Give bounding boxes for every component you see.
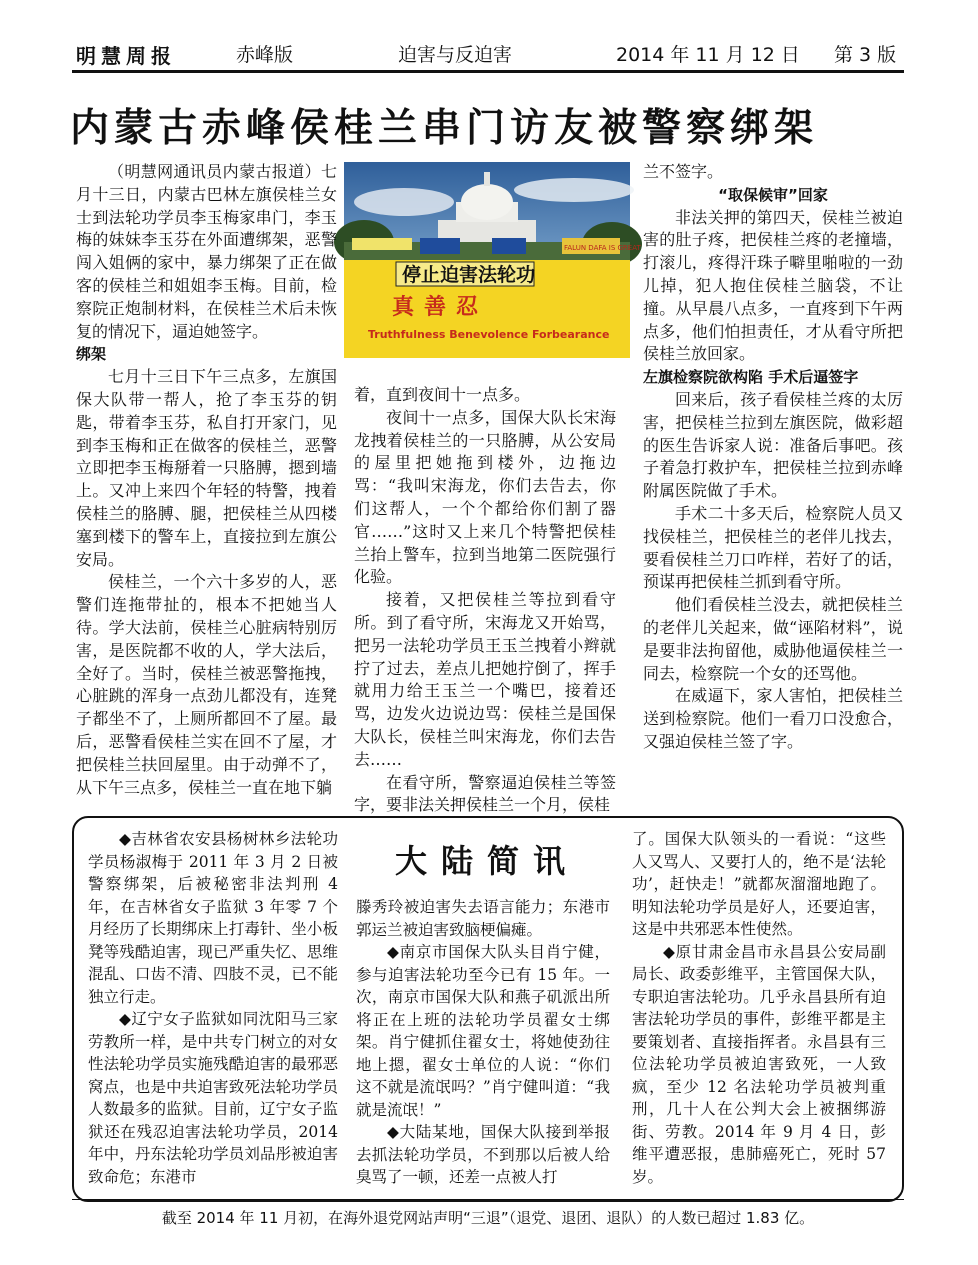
masthead: 明慧周报 <box>76 44 176 68</box>
brief-item: ◆大陆某地，国保大队接到举报去抓法轮功学员，不到那以后被人给臭骂了一顿，还差一点被人打 <box>356 1123 610 1186</box>
article-paragraph: 兰不签字。 <box>643 162 724 181</box>
photo-banner-text: 停止迫害法轮功 <box>402 264 536 286</box>
section-label: 迫害与反迫害 <box>398 44 513 66</box>
protest-photo-svg <box>344 162 641 358</box>
header-rule <box>72 70 904 73</box>
article-paragraph: 着，直到夜间十一点多。 <box>354 385 531 404</box>
page-number: 第 3 版 <box>834 44 897 66</box>
photo-banner-english: Truthfulness Benevolence Forbearance <box>368 328 610 341</box>
subheading-bail: “取保候审”回家 <box>718 185 828 204</box>
brief-item: ◆原甘肃金昌市永昌县公安局副局长、政委彭维平，主管国保大队，专职迫害法轮功。几乎永昌县所有迫害法轮功学员的事件，彭维平都是主要策划者、直接指挥者。永昌县有三位法轮功学员被迫害致死，一人致疯，至少 12 名法轮功学员被判重刑，几十人在公判大会上被捆绑游街、劳教。2014 年 9 月 4 日，彭维平遭恶报，患肺癌死亡，死时 57 岁。 <box>632 942 886 1186</box>
brief-item: 了。国保大队领头的一看说：“这些人又骂人、又要打人的，绝不是‘法轮功’，赶快走！”就都灰溜溜地跑了。明知法轮功学员是好人，还要迫害，这是中共邪恶本性使然。 <box>632 830 886 938</box>
article-column-3 <box>643 161 903 801</box>
article-paragraph: 非法关押的第四天，侯桂兰被迫害的肚子疼，把侯桂兰疼的老撞墙，打滚儿，疼得汗珠子噼里啪啦的一劲儿掉，犯人抱住侯桂兰脑袋，不让撞。从早晨八点多，一直疼到下午两点多，他们怕担责任，才从看守所把侯桂兰放回家。 <box>643 207 903 364</box>
sign-left-icon <box>420 238 460 254</box>
article-paragraph: （明慧网通讯员内蒙古报道）七月十三日，内蒙古巴林左旗侯桂兰女士到法轮功学员李玉梅家串门，李玉梅的妹妹李玉芬在外面遭绑架，恶警闯入姐俩的家中，暴力绑架了正在做客的侯桂兰和姐姐李玉梅。目前，检察院正炮制材料，在侯桂兰术后未恢复的情况下，逼迫她签字。 <box>76 162 337 341</box>
article-paragraph: 七月十三日下午三点多，左旗国保大队带一帮人，抢了李玉芬的钥匙，带着李玉芬，私自打开家门，见到李玉梅和正在做客的侯桂兰，恶警立即把李玉梅掰着一只胳膊，摁到墙上。又冲上来四个年轻的特警，拽着侯桂兰的胳膊、腿，把侯桂兰从四楼塞到楼下的警车上，直接拉到左旗公安局。 <box>76 367 337 569</box>
subheading-kidnap: 绑架 <box>76 345 107 364</box>
article-paragraph: 手术二十多天后，检察院人员又找侯桂兰，把侯桂兰的老伴儿找去，要看侯桂兰刀口咋样，若好了的话，预谋再把侯桂兰抓到看守所。 <box>643 503 903 592</box>
subheading-procuratorate: 左旗检察院欲构陷 手术后逼签字 <box>643 368 859 387</box>
article-paragraph: 侯桂兰，一个六十多岁的人，恶警们连拖带扯的，根本不把她当人待。学大法前，侯桂兰心脏病特别厉害，是医院都不收的人，学大法后，全好了。当时，侯桂兰被恶警拖拽，心脏跳的浑身一点劲儿都没有，连凳子都坐不了，上厕所都回不了屋。最后，恶警看侯桂兰实在回不了屋，才把侯桂兰扶回屋里。由于动弹不了，从下午三点多，侯桂兰一直在地下躺 <box>76 572 337 797</box>
photo-sign-text: FALUN DAFA IS GREAT <box>564 244 641 252</box>
brief-item: ◆辽宁女子监狱如同沈阳马三家劳教所一样，是中共专门树立的对女性法轮功学员实施残酷迫害的最邪恶窝点，也是中共迫害致死法轮功学员人数最多的监狱。目前，辽宁女子监狱还在残忍迫害法轮功学员，2014 年中，丹东法轮功学员刘品彤被迫害致命危；东港市 <box>88 1010 338 1186</box>
brief-item: 滕秀玲被迫害失去语言能力；东港市郭运兰被迫害致脑梗偏瘫。 <box>356 898 610 939</box>
article-column-1 <box>76 161 337 801</box>
sign-mid-icon <box>492 238 526 254</box>
footer-rule <box>72 1199 904 1200</box>
article-paragraph: 回来后，孩子看侯桂兰疼的太厉害，把侯桂兰拉到左旗医院，做彩超的医生告诉家人说：准备后事吧。孩子着急打救护车，把侯桂兰拉到赤峰附属医院做了手术。 <box>643 389 903 501</box>
article-column-2 <box>354 384 616 815</box>
article-paragraph: 他们看侯桂兰没去，就把侯桂兰的老伴儿关起来，做“诬陷材料”，说是要非法拘留他，威胁他逼侯桂兰一同去，检察院一个女的还骂他。 <box>643 595 903 683</box>
edition-label: 赤峰版 <box>236 44 294 66</box>
footer-note: 截至 2014 年 11 月初，在海外退党网站声明“三退”（退党、退团、退队）的人数已超过 1.83 亿。 <box>161 1209 815 1227</box>
article-title: 内蒙古赤峰侯桂兰串门访友被警察绑架 <box>70 105 819 151</box>
brief-item: ◆吉林省农安县杨树林乡法轮功学员杨淑梅于 2011 年 3 月 2 日被警察绑架，后被秘密非法判刑 4 年，在吉林省女子监狱 3 年零 7 个月经历了长期绑床上打毒针、坐小板凳等残酷迫害，现已严重失忆、思维混乱、口齿不清、四肢不灵，已不能独立行走。 <box>88 830 338 1006</box>
briefs-column-2 <box>356 896 610 1194</box>
article-paragraph: 夜间十一点多，国保大队长宋海龙拽着侯桂兰的一只胳膊，从公安局的屋里把她拖到楼外，边拖边骂：“我叫宋海龙，你们去告去，你们这帮人，一个个都给你们割了器官……”这时又上来几个特警把侯桂兰抬上警车，拉到当地第二医院强行化验。 <box>354 407 616 587</box>
briefs-column-3 <box>632 828 886 1194</box>
photo-banner-large: 真善忍 <box>392 295 489 320</box>
briefs-column-1 <box>88 828 338 1194</box>
briefs-title: 大陆简讯 <box>394 842 579 880</box>
issue-date: 2014 年 11 月 12 日 <box>616 44 800 66</box>
article-paragraph: 接着，又把侯桂兰等拉到看守所。到了看守所，宋海龙又开始骂，把另一法轮功学员王玉兰拽着小辫就拧了过去，差点儿把她拧倒了，挥手就用力给王玉兰一个嘴巴，接着还骂，边发火边说边骂：侯桂兰是国保大队长，侯桂兰叫宋海龙，你们去告去…… <box>354 590 616 769</box>
banner-left-icon <box>352 238 412 250</box>
article-paragraph: 在看守所，警察逼迫侯桂兰等签字，要非法关押侯桂兰一个月，侯桂 <box>354 772 616 815</box>
brief-item: ◆南京市国保大队头目肖宁健，参与迫害法轮功至今已有 15 年。一次，南京市国保大队和燕子矶派出所将正在上班的法轮功学员翟女士绑架。肖宁健抓住翟女士，将她使劲往地上摁，翟女士单位的人说：“你们这不就是流氓吗？”肖宁健叫道：“我就是流氓！” <box>356 943 610 1119</box>
protest-photo <box>344 162 641 358</box>
article-paragraph: 在威逼下，家人害怕，把侯桂兰送到检察院。他们一看刀口没愈合，又强迫侯桂兰签了字。 <box>643 686 903 751</box>
